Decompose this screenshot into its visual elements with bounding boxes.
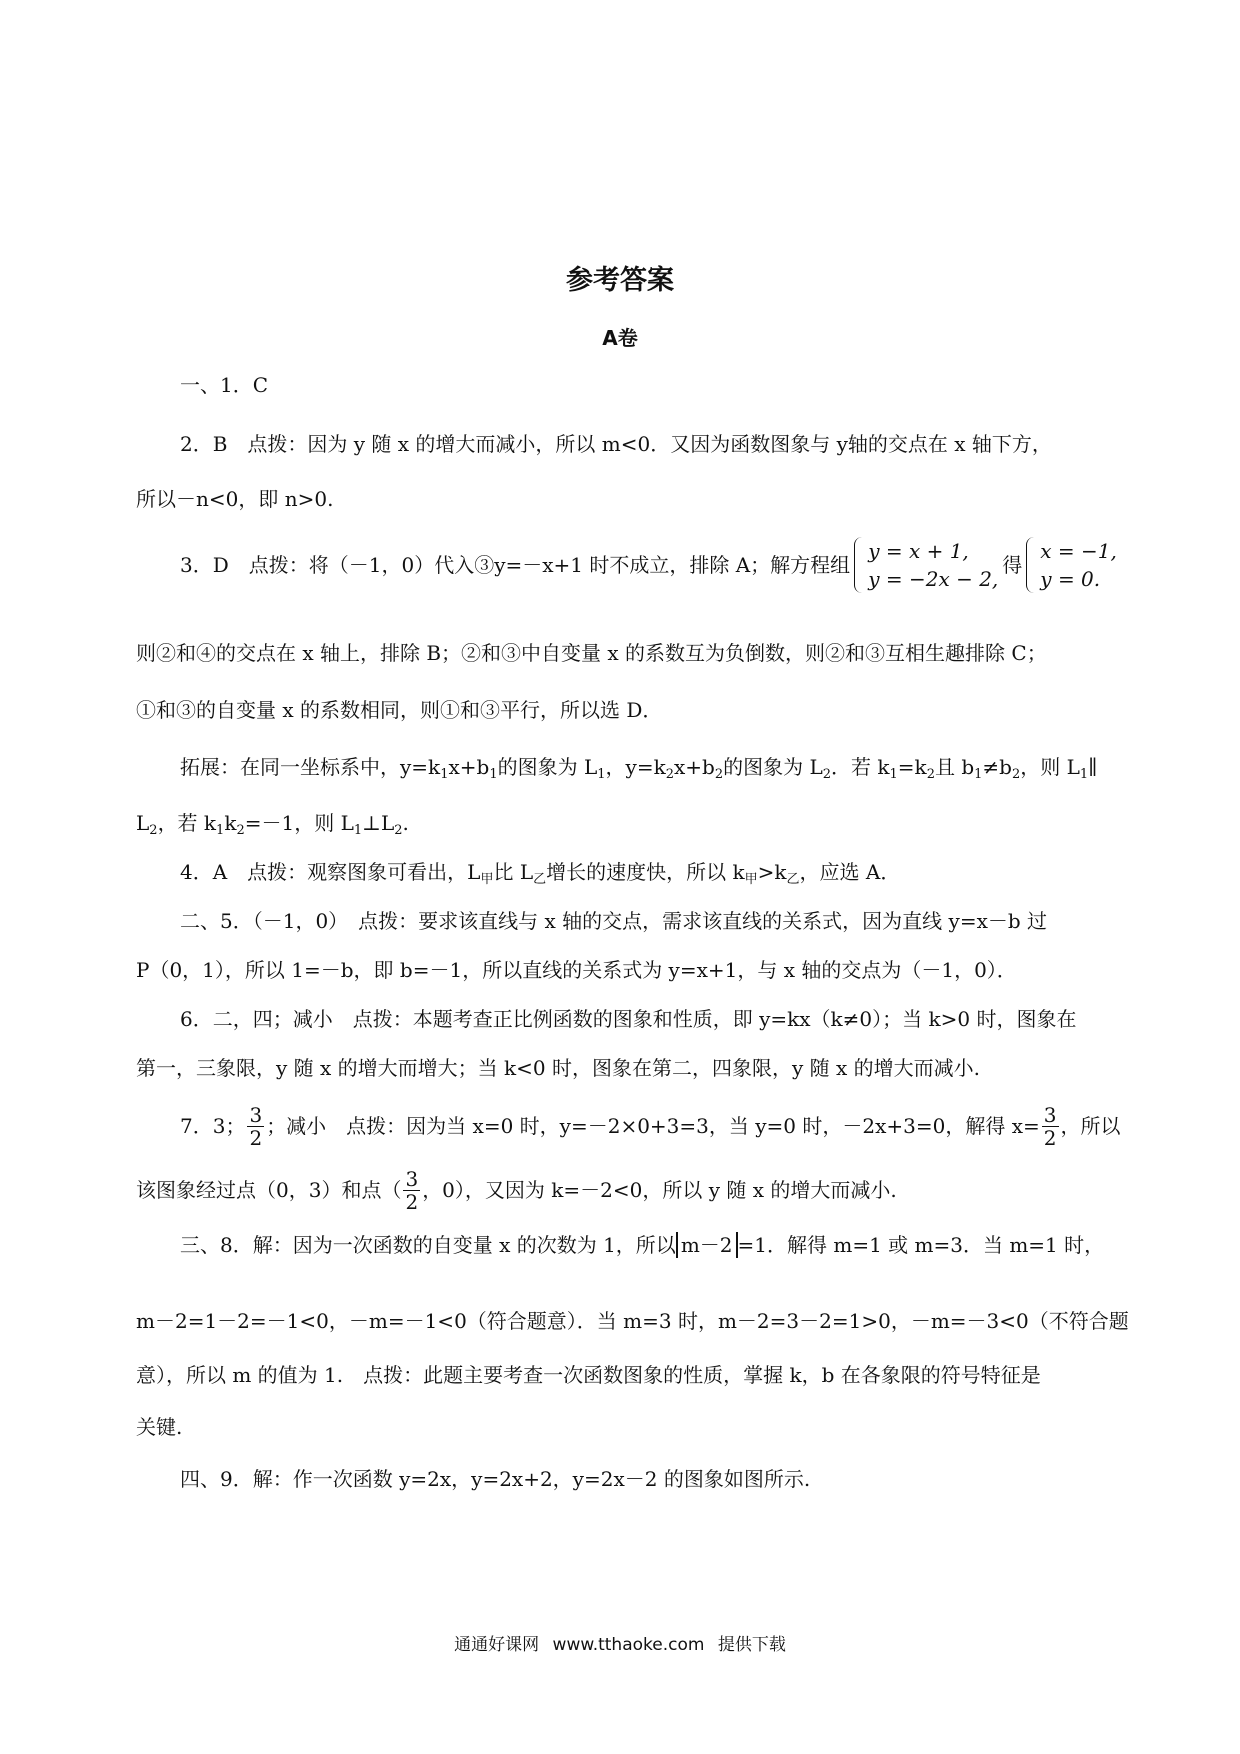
answer-q5-line1: 二、5．（－1，0） 点拨：要求该直线与 x 轴的交点，需求该直线的关系式，因为直线 y=x－b 过: [180, 909, 1048, 933]
answer-q6-line1: 6．二，四；减小 点拨：本题考查正比例函数的图象和性质，即 y=kx（k≠0）；当 k>0 时，图象在: [180, 1007, 1077, 1031]
answer-q3-line1: [180, 537, 1124, 593]
answer-q9: 四、9．解：作一次函数 y=2x，y=2x+2，y=2x－2 的图象如图所示.: [180, 1467, 811, 1491]
answer-q6-line2: 第一，三象限，y 随 x 的增大而增大；当 k<0 时，图象在第二，四象限，y 随 x 的增大而减小.: [136, 1056, 980, 1080]
footer-site: 通通好课网: [454, 1635, 540, 1655]
q3-text: 3．D 点拨：将（－1，0）代入③y=－x+1 时不成立，排除 A；解方程组: [180, 553, 851, 577]
answer-q8-line2: m－2=1－2=－1<0，－m=－1<0（符合题意）．当 m=3 时，m－2=3－2=1>0，－m=－3<0（不符合题: [136, 1309, 1129, 1333]
answer-q7-line2: 该图象经过点（0，3）和点（ $\frac{3}{2}$ ，0），又因为 k=－2<0，所以 y 随 x 的增大而减小.: [136, 1166, 897, 1214]
answer-q5-line2: P（0，1），所以 1=－b，即 b=－1，所以直线的关系式为 y=x+1，与 x 轴的交点为（－1，0）．: [136, 958, 1017, 982]
absolute-value: m－2: [676, 1232, 738, 1258]
fraction: $\frac{3}{2}$: [249, 1102, 263, 1150]
equation-line: y = −2x − 2,: [868, 567, 999, 591]
footer-url: www.tthaoke.com: [552, 1635, 705, 1655]
answer-q3-line3: ①和③的自变量 x 的系数相同，则①和③平行，所以选 D．: [136, 698, 663, 722]
page-title: 参考答案: [566, 265, 674, 296]
equation-line: x = −1,: [1040, 539, 1117, 563]
answer-q8-line4: 关键.: [136, 1415, 183, 1439]
answer-q1: 一、1．C: [180, 373, 269, 397]
answer-q4: 4．A 点拨：观察图象可看出，$L_甲$比 $L_乙$增长的速度快，所以 $k_甲>k_乙$，应选 A．: [180, 860, 901, 887]
page-footer: [0, 1630, 1240, 1655]
equation-system-2: [1026, 537, 1117, 593]
answer-q8-line1: 三、8．解：因为一次函数的自变量 x 的次数为 1，所以 m－2 =1．解得 m=1 或 m=3．当 m=1 时，: [180, 1233, 1105, 1257]
fraction: $\frac{3}{2}$: [1043, 1102, 1057, 1150]
answer-q8-line3: 意），所以 m 的值为 1. 点拨：此题主要考查一次函数图象的性质，掌握 k，b 在各象限的符号特征是: [136, 1363, 1041, 1387]
answer-q2-line1: 2．B 点拨：因为 y 随 x 的增大而减小，所以 m<0．又因为函数图象与 y轴的交点在 x 轴下方，: [180, 432, 1052, 456]
equation-system-1: [854, 537, 998, 593]
equation-line: y = x + 1,: [868, 539, 969, 563]
q3-de: 得: [1002, 553, 1023, 577]
extension-line1: 拓展：在同一坐标系中，$y=k_1x+b_1$的图象为 $L_1$，$y=k_2x+b_2$的图象为 $L_2$．若 $k_1=k_2$且 $b_1\ne b_2$，则 $L_1\parallel$: [180, 755, 1098, 782]
equation-line: y = 0.: [1040, 567, 1101, 591]
extension-line2: $L_2$，若 $k_1k_2=-1$，则 $L_1\perp L_2$.: [136, 811, 409, 838]
fraction: $\frac{3}{2}$: [405, 1166, 419, 1214]
footer-tail: 提供下载: [717, 1635, 786, 1655]
answer-q2-line2: 所以－n<0，即 n>0.: [136, 487, 334, 511]
answer-q3-line2: 则②和④的交点在 x 轴上，排除 B；②和③中自变量 x 的系数互为负倒数，则②和③互相生趣排除 C；: [136, 641, 1047, 665]
brace-icon: [1026, 537, 1036, 593]
answer-q7-line1: 7．3； $\frac{3}{2}$ ；减小 点拨：因为当 x=0 时，y=－2×0+3=3，当 y=0 时，－2x+3=0，解得 x= $\frac{3}{2}$ ，所以: [180, 1102, 1121, 1150]
brace-icon: [854, 537, 864, 593]
section-title: A卷: [602, 326, 638, 350]
